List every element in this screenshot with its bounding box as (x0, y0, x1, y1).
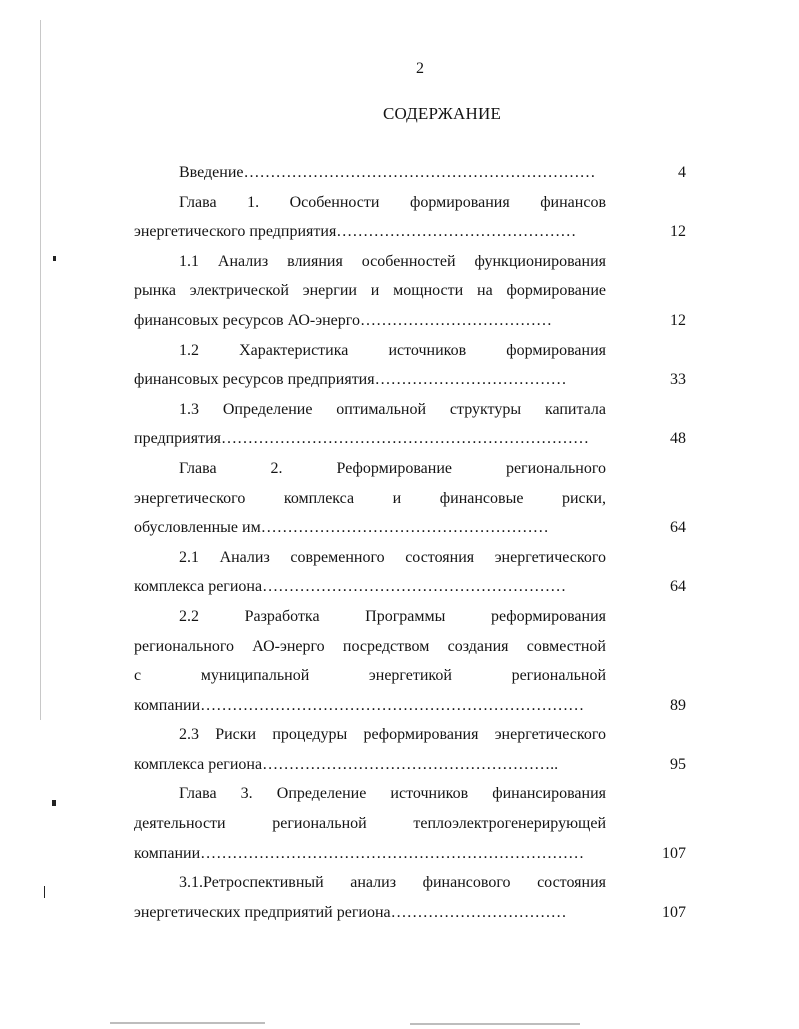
toc-entry-page: 33 (670, 371, 686, 389)
toc-entry-line: 1.1 Анализ влияния особенностей функционирования (179, 252, 606, 270)
toc-entry-line: регионального АО-энерго посредством создания совместной (134, 637, 606, 655)
toc-entry-line: рынка электрической энергии и мощности на формирование (134, 282, 606, 300)
scan-bottom-line (410, 1023, 580, 1025)
toc-entry (134, 158, 686, 188)
scan-speck (44, 886, 45, 898)
toc-entry-page: 107 (662, 844, 686, 862)
toc-entry-line: 1.2 Характеристика источников формирования (179, 341, 606, 359)
toc-entry-line: 2.1 Анализ современного состояния энергетического (179, 548, 606, 566)
toc-entry-page: 89 (670, 696, 686, 714)
toc-entry (134, 188, 686, 247)
toc-entry-line: Глава 3. Определение источников финансирования (179, 785, 606, 803)
toc-entry (134, 395, 686, 454)
toc-entry-line: компании……………………………………………………………… (134, 696, 585, 714)
toc-entry (134, 720, 686, 779)
toc-entry-line: деятельности региональной теплоэлектрогенерирующей (134, 815, 606, 833)
toc-entry-line: 3.1.Ретроспективный анализ финансового состояния (179, 874, 606, 892)
toc-entry-line: 2.2 Разработка Программы реформирования (179, 607, 606, 625)
toc-title: СОДЕРЖАНИЕ (382, 104, 502, 123)
scan-bottom-line (110, 1022, 265, 1024)
toc-entry-page: 12 (670, 311, 686, 329)
toc-entry-line: Глава 2. Реформирование регионального (179, 459, 606, 477)
toc-entry (134, 336, 686, 395)
toc-entry-page: 64 (670, 519, 686, 537)
toc-entry (134, 454, 686, 543)
toc-entry-page: 64 (670, 578, 686, 596)
scan-margin-line (40, 20, 41, 720)
toc-entry (134, 779, 686, 868)
toc-entry-line: комплекса региона………………………………………………… (134, 578, 567, 596)
toc-entry-line: Глава 1. Особенности формирования финансов (179, 193, 606, 211)
toc-entry-line: с муниципальной энергетикой региональной (134, 667, 606, 685)
toc-entry-line: предприятия…………………………………………………………… (134, 430, 589, 448)
toc-entry-line: 2.3 Риски процедуры реформирования энергетического (179, 726, 606, 744)
toc-entry-line: 1.3 Определение оптимальной структуры капитала (179, 400, 606, 418)
page-number: 2 (416, 60, 424, 77)
toc-entry-line: финансовых ресурсов предприятия……………………………… (134, 371, 567, 389)
toc-entry-page: 4 (678, 164, 686, 181)
scan-speck (52, 800, 56, 806)
toc-entry-line: Введение………………………………………………………… (179, 164, 596, 181)
toc-entry-page: 95 (670, 755, 686, 773)
table-of-contents (134, 158, 686, 927)
toc-entry-line: финансовых ресурсов АО-энерго……………………………… (134, 311, 552, 329)
toc-entry (134, 247, 686, 336)
toc-entry-line: комплекса региона……………………………………………….. (134, 755, 559, 773)
toc-entry (134, 543, 686, 602)
toc-entry-page: 48 (670, 430, 686, 448)
toc-entry-line: компании……………………………………………………………… (134, 844, 585, 862)
toc-entry-line: энергетических предприятий региона…………………………… (134, 903, 567, 921)
scan-speck (53, 256, 56, 261)
toc-entry-line: энергетического предприятия……………………………………… (134, 223, 577, 241)
toc-entry (134, 868, 686, 927)
toc-entry-page: 12 (670, 223, 686, 241)
toc-entry-page: 107 (662, 903, 686, 921)
toc-entry-line: энергетического комплекса и финансовые риски, (134, 489, 606, 507)
toc-entry (134, 602, 686, 720)
toc-entry-line: обусловленные им……………………………………………… (134, 519, 549, 537)
